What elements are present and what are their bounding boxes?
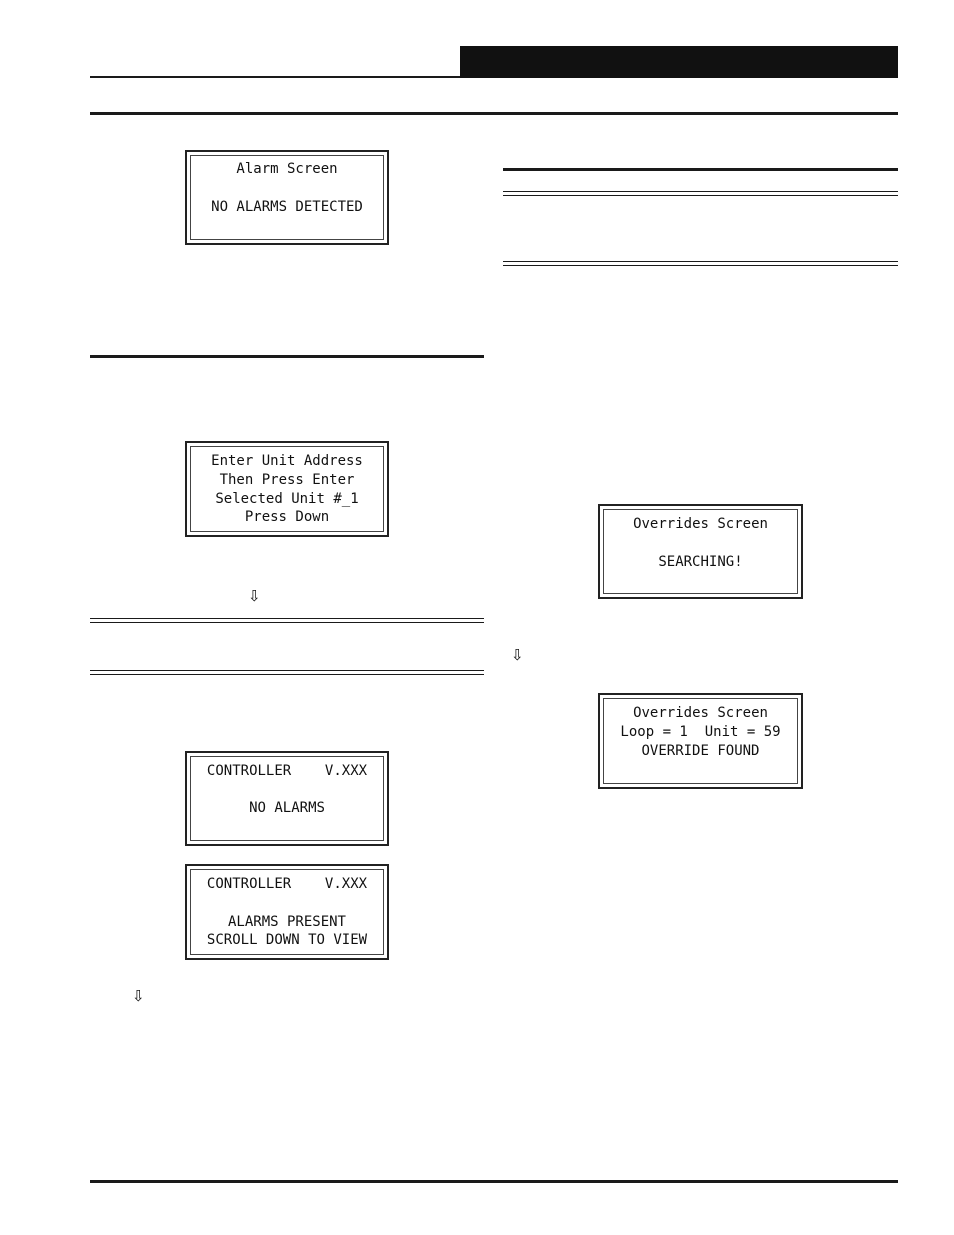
lcd-line: Alarm Screen	[236, 161, 338, 177]
lcd-line: Selected Unit #_1	[215, 491, 359, 507]
lcd-overrides-found	[598, 693, 803, 789]
header-bar	[460, 46, 898, 78]
down-arrow-icon: ⇩	[132, 987, 145, 1005]
lcd-line: OVERRIDE FOUND	[641, 743, 760, 759]
section-rule-left-2b	[90, 622, 484, 623]
lcd-frame	[190, 155, 384, 240]
lcd-line: Then Press Enter	[219, 472, 355, 488]
section-rule-right-3b	[503, 265, 898, 266]
lcd-line: NO ALARMS	[249, 800, 325, 816]
lcd-line: CONTROLLER V.XXX	[206, 876, 368, 892]
header-divider	[90, 112, 898, 115]
lcd-line: Loop = 1 Unit = 59	[620, 724, 781, 740]
lcd-line: CONTROLLER V.XXX	[206, 763, 368, 779]
lcd-unit-address-screen	[185, 441, 389, 537]
lcd-line: ALARMS PRESENT	[227, 914, 346, 930]
lcd-line: Enter Unit Address	[211, 453, 363, 469]
section-rule-right-2b	[503, 195, 898, 196]
lcd-controller-alarms-present	[185, 864, 389, 960]
lcd-line: Overrides Screen	[633, 705, 768, 721]
section-rule-left-1	[90, 355, 484, 358]
section-rule-left-3a	[90, 670, 484, 671]
lcd-frame	[190, 869, 384, 955]
section-rule-left-3b	[90, 674, 484, 675]
lcd-line: SEARCHING!	[658, 554, 743, 570]
lcd-frame	[190, 446, 384, 532]
lcd-line: Overrides Screen	[633, 516, 768, 532]
section-rule-right-1	[503, 168, 898, 171]
lcd-frame	[190, 756, 384, 841]
lcd-controller-no-alarms	[185, 751, 389, 846]
section-rule-left-2a	[90, 618, 484, 619]
lcd-line: NO ALARMS DETECTED	[211, 199, 363, 215]
lcd-line: Press Down	[244, 509, 330, 525]
lcd-overrides-searching	[598, 504, 803, 599]
section-rule-right-2a	[503, 191, 898, 192]
footer-rule	[90, 1180, 898, 1183]
lcd-alarm-screen	[185, 150, 389, 245]
lcd-line: SCROLL DOWN TO VIEW	[206, 932, 368, 948]
lcd-frame	[603, 509, 798, 594]
down-arrow-icon: ⇩	[511, 646, 524, 664]
down-arrow-icon: ⇩	[248, 587, 261, 605]
lcd-frame	[603, 698, 798, 784]
section-rule-right-3a	[503, 261, 898, 262]
header-rule	[90, 76, 460, 78]
